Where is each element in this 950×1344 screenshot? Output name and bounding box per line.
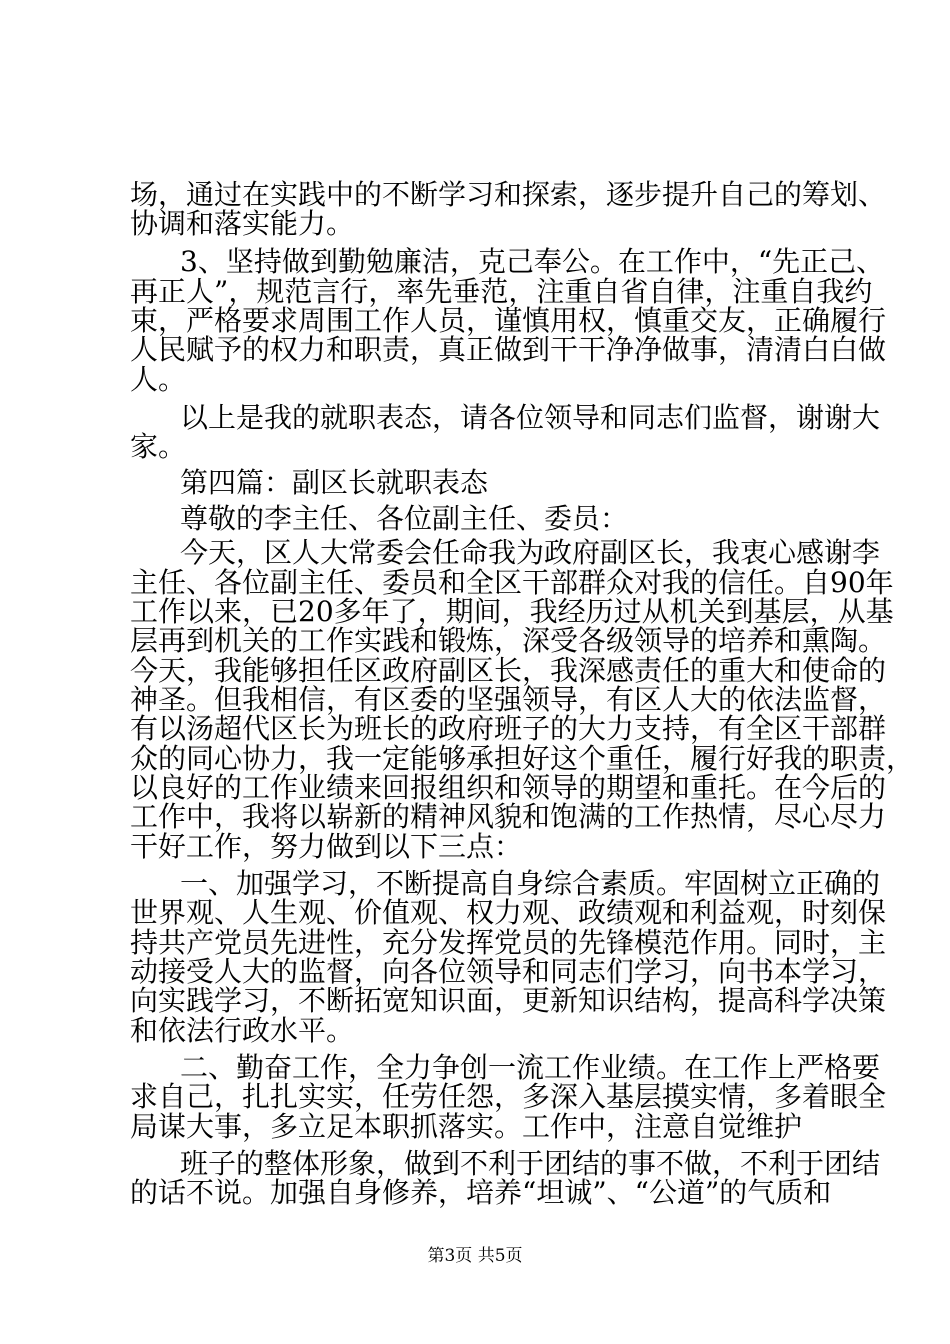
text-line: 主任、各位副主任、委员和全区干部群众对我的信任。自90年 [130, 566, 894, 599]
text-line: 场，通过在实践中的不断学习和探索，逐步提升自己的筹划、 [130, 178, 887, 211]
text-line: 有以汤超代区长为班长的政府班子的大力支持，有全区干部群 [130, 712, 887, 745]
text-line: 世界观、人生观、价值观、权力观、政绩观和利益观，时刻保 [130, 896, 887, 929]
text-line: 工作以来，已20多年了，期间，我经历过从机关到基层，从基 [130, 595, 894, 628]
salutation: 尊敬的李主任、各位副主任、委员： [180, 502, 629, 535]
text-line: 再正人”，规范言行，率先垂范，注重自省自律，注重自我约 [130, 275, 873, 308]
text-line: 局谋大事，多立足本职抓落实。工作中，注意自觉维护 [130, 1110, 803, 1143]
text-line: 动接受人大的监督，向各位领导和同志们学习，向书本学习， [130, 955, 887, 988]
page-footer: 第3页 共5页 [427, 1246, 523, 1266]
text-line: 的话不说。加强自身修养，培养“坦诚”、“公道”的气质和 [130, 1176, 832, 1209]
text-line: 干好工作，努力做到以下三点： [130, 830, 523, 863]
text-line: 协调和落实能力。 [130, 207, 355, 240]
text-line: 层再到机关的工作实践和锻炼，深受各级领导的培养和熏陶。 [130, 624, 887, 657]
text-line: 工作中，我将以崭新的精神风貌和饱满的工作热情，尽心尽力 [130, 800, 887, 833]
text-line: 束，严格要求周围工作人员，谨慎用权，慎重交友，正确履行 [130, 304, 887, 337]
text-line: 3、坚持做到勤勉廉洁，克己奉公。在工作中，“先正己、 [180, 245, 885, 278]
text-line: 人。 [130, 363, 187, 396]
text-line: 向实践学习，不断拓宽知识面，更新知识结构，提高科学决策 [130, 984, 887, 1017]
text-line: 今天，我能够担任区政府副区长，我深感责任的重大和使命的 [130, 654, 887, 687]
section-heading: 第四篇：副区长就职表态 [180, 466, 489, 499]
text-line: 和依法行政水平。 [130, 1014, 355, 1047]
text-line: 求自己，扎扎实实，任劳任怨，多深入基层摸实情，多着眼全 [130, 1080, 887, 1113]
text-line: 神圣。但我相信，有区委的坚强领导，有区人大的依法监督， [130, 683, 887, 716]
text-line: 二、勤奋工作，全力争创一流工作业绩。在工作上严格要 [180, 1051, 881, 1084]
text-line: 众的同心协力，我一定能够承担好这个重任，履行好我的职责， [130, 742, 915, 775]
text-line: 家。 [130, 430, 187, 463]
text-line: 班子的整体形象，做到不利于团结的事不做，不利于团结 [180, 1147, 881, 1180]
text-line: 以良好的工作业绩来回报组织和领导的期望和重托。在今后的 [130, 771, 887, 804]
text-line: 人民赋予的权力和职责，真正做到干干净净做事，清清白白做 [130, 333, 887, 366]
text-line: 今天，区人大常委会任命我为政府副区长，我衷心感谢李 [180, 536, 881, 569]
text-line: 以上是我的就职表态，请各位领导和同志们监督，谢谢大 [180, 401, 881, 434]
text-line: 持共产党员先进性，充分发挥党员的先锋模范作用。同时，主 [130, 926, 887, 959]
text-line: 一、加强学习，不断提高自身综合素质。牢固树立正确的 [180, 867, 881, 900]
